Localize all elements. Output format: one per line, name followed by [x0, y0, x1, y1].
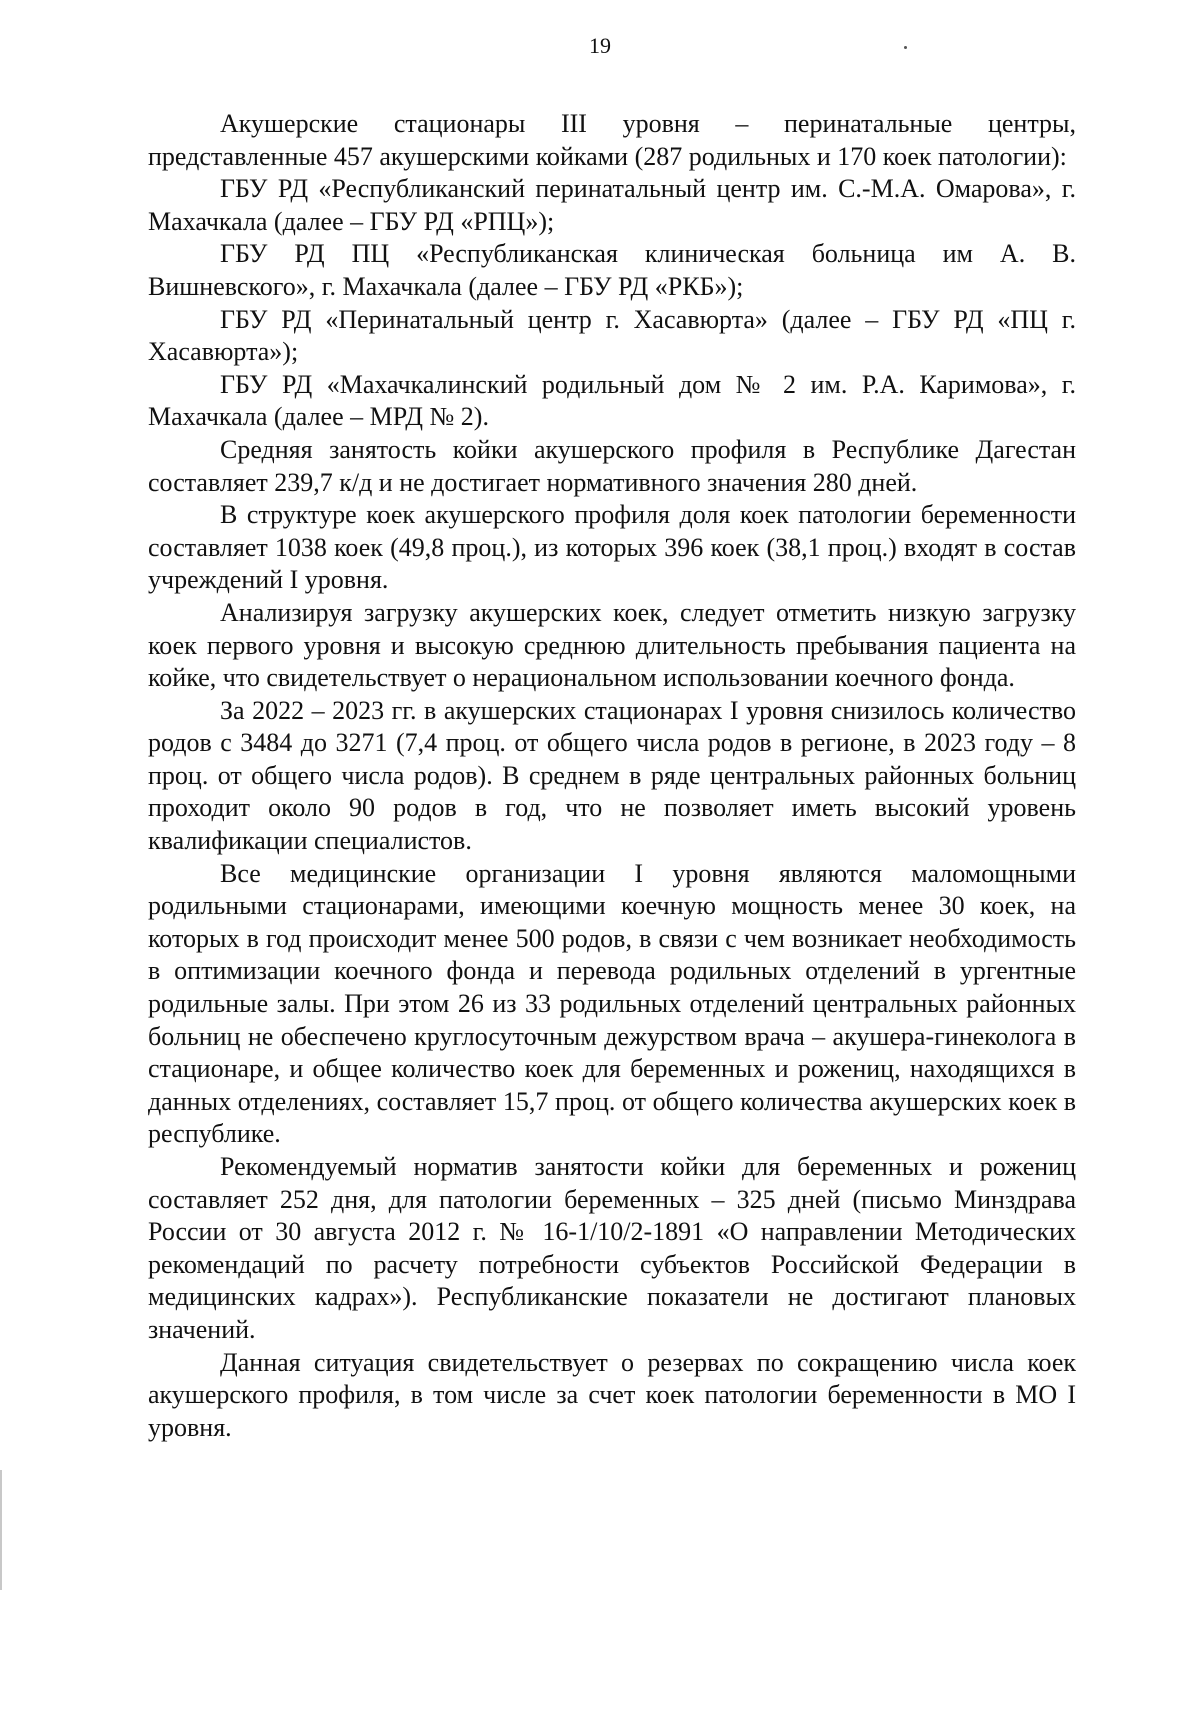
paragraph-load-analysis: Анализируя загрузку акушерских коек, следует отметить низкую загрузку коек первого уровня и высокую среднюю длительность пребывания пациента на койке, что свидетельствует о нерациональном использовании коечного фонда.: [148, 597, 1076, 693]
paragraph-mrd2: ГБУ РД «Махачкалинский родильный дом № 2 им. Р.А. Каримова», г. Махачкала (далее – МРД № 2).: [148, 369, 1076, 432]
scan-speck: [904, 46, 907, 49]
paragraph-reserves: Данная ситуация свидетельствует о резервах по сокращению числа коек акушерского профиля, в том числе за счет коек патологии беременности в МО I уровня.: [148, 1347, 1076, 1442]
paragraph-pathology-beds: В структуре коек акушерского профиля доля коек патологии беременности составляет 1038 коек (49,8 проц.), из которых 396 коек (38,1 проц.) входят в состав учреждений I уровня.: [148, 500, 1076, 595]
paragraph-occupancy-norm: Рекомендуемый норматив занятости койки для беременных и рожениц составляет 252 дня, для патологии беременных – 325 дней (письмо Минздрава России от 30 августа 2012 г. № 16-1/10/2-1891 «О направлении Методических рекомендаций по расчету потребности субъектов Российской Федерации в медицинских кадрах»). Республиканские показатели не достигают плановых значений.: [148, 1152, 1076, 1344]
paragraph-khasavyurt: ГБУ РД «Перинатальный центр г. Хасавюрта» (далее – ГБУ РД «ПЦ г. Хасавюрта»);: [148, 304, 1076, 367]
paragraph-bed-occupancy: Средняя занятость койки акушерского профиля в Республике Дагестан составляет 239,7 к/д и не достигает нормативного значения 280 дней.: [148, 434, 1076, 497]
paragraph-level-one-facilities: Все медицинские организации I уровня являются маломощными родильными стационарами, имеющими коечную мощность менее 30 коек, на которых в год происходит менее 500 родов, в связи с чем возникает необходимость в оптимизации коечного фонда и перевода родильных отделений в ургентные родильные залы. При этом 26 из 33 родильных отделений центральных районных больниц не обеспечено круглосуточным дежурством врача – акушера-гинеколога в стационаре, и общее количество коек для беременных и рожениц, находящихся в данных отделениях, составляет 15,7 проц. от общего количества акушерских коек в республике.: [148, 858, 1076, 1149]
paragraph-births-decline: За 2022 – 2023 гг. в акушерских стационарах I уровня снизилось количество родов с 3484 до 3271 (7,4 проц. от общего числа родов в регионе, в 2023 году – 8 проц. от общего числа родов). В среднем в ряде центральных районных больниц проходит около 90 родов в год, что не позволяет иметь высокий уровень квалификации специалистов.: [148, 695, 1076, 856]
paragraph-level-three-hospitals: Акушерские стационары III уровня – перинатальные центры, представленные 457 акушерскими койками (287 родильных и 170 коек патологии):: [148, 109, 1076, 171]
paragraph-rkb: ГБУ РД ПЦ «Республиканская клиническая больница им А. В. Вишневского», г. Махачкала (далее – ГБУ РД «РКБ»);: [148, 239, 1076, 301]
document-body: [148, 108, 1076, 1444]
paragraph-rpc: ГБУ РД «Республиканский перинатальный центр им. С.-М.А. Омарова», г. Махачкала (далее – ГБУ РД «РПЦ»);: [148, 174, 1076, 236]
scan-edge-mark: [0, 1470, 2, 1590]
page-number: 19: [589, 33, 611, 58]
